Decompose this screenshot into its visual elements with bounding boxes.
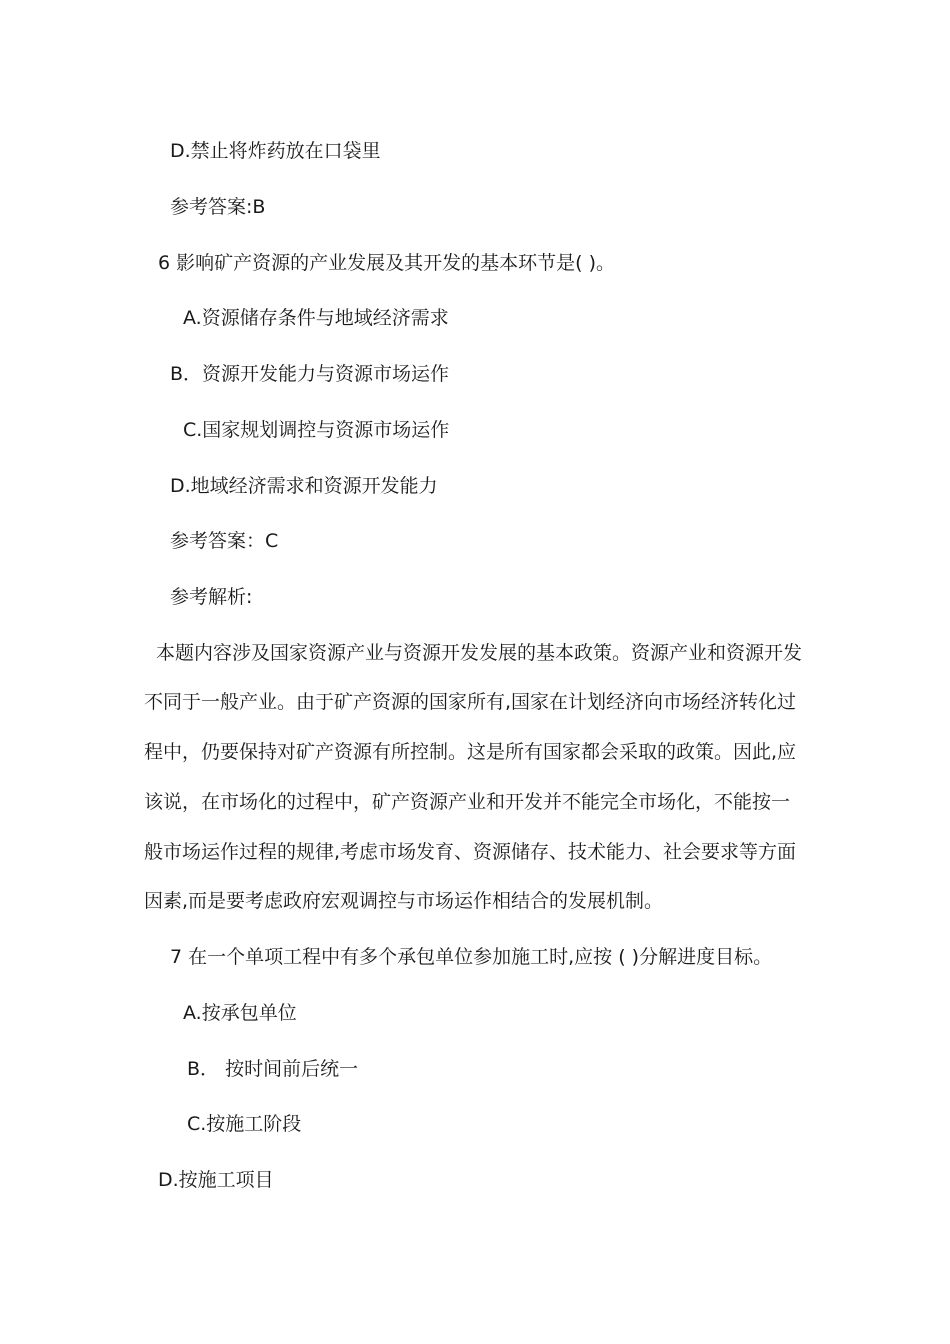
q6-answer: 参考答案：C bbox=[170, 530, 279, 552]
q6-option-a: A.资源储存条件与地域经济需求 bbox=[183, 307, 449, 329]
q6-analysis-line: 本题内容涉及国家资源产业与资源开发发展的基本政策。资源产业和资源开发 bbox=[156, 642, 803, 664]
q6-analysis-line: 程中，仍要保持对矿产资源有所控制。这是所有国家都会采取的政策。因此,应 bbox=[144, 741, 797, 763]
q6-option-d: D.地域经济需求和资源开发能力 bbox=[170, 475, 438, 497]
q6-option-c: C.国家规划调控与资源市场运作 bbox=[183, 419, 450, 441]
q6-option-b: B．资源开发能力与资源市场运作 bbox=[170, 363, 450, 385]
q7-option-d: D.按施工项目 bbox=[158, 1169, 274, 1191]
q6-analysis-label: 参考解析: bbox=[170, 586, 253, 608]
q6-question: 6 影响矿产资源的产业发展及其开发的基本环节是( )。 bbox=[158, 252, 615, 274]
q6-analysis-line: 因素,而是要考虑政府宏观调控与市场运作相结合的发展机制。 bbox=[144, 890, 664, 912]
q6-analysis-line: 般市场运作过程的规律,考虑市场发育、资源储存、技术能力、社会要求等方面 bbox=[144, 841, 797, 863]
q7-question: 7 在一个单项工程中有多个承包单位参加施工时,应按 ( )分解进度目标。 bbox=[170, 946, 773, 968]
q6-analysis-line: 不同于一般产业。由于矿产资源的国家所有,国家在计划经济向市场经济转化过 bbox=[144, 691, 797, 713]
q7-option-b: B． 按时间前后统一 bbox=[187, 1058, 359, 1080]
q7-option-c: C.按施工阶段 bbox=[187, 1113, 302, 1135]
q6-analysis-line: 该说，在市场化的过程中，矿产资源产业和开发并不能完全市场化，不能按一 bbox=[144, 791, 791, 813]
q5-option-d: D.禁止将炸药放在口袋里 bbox=[170, 140, 381, 162]
q7-option-a: A.按承包单位 bbox=[183, 1002, 297, 1024]
q5-answer: 参考答案:B bbox=[170, 196, 266, 218]
